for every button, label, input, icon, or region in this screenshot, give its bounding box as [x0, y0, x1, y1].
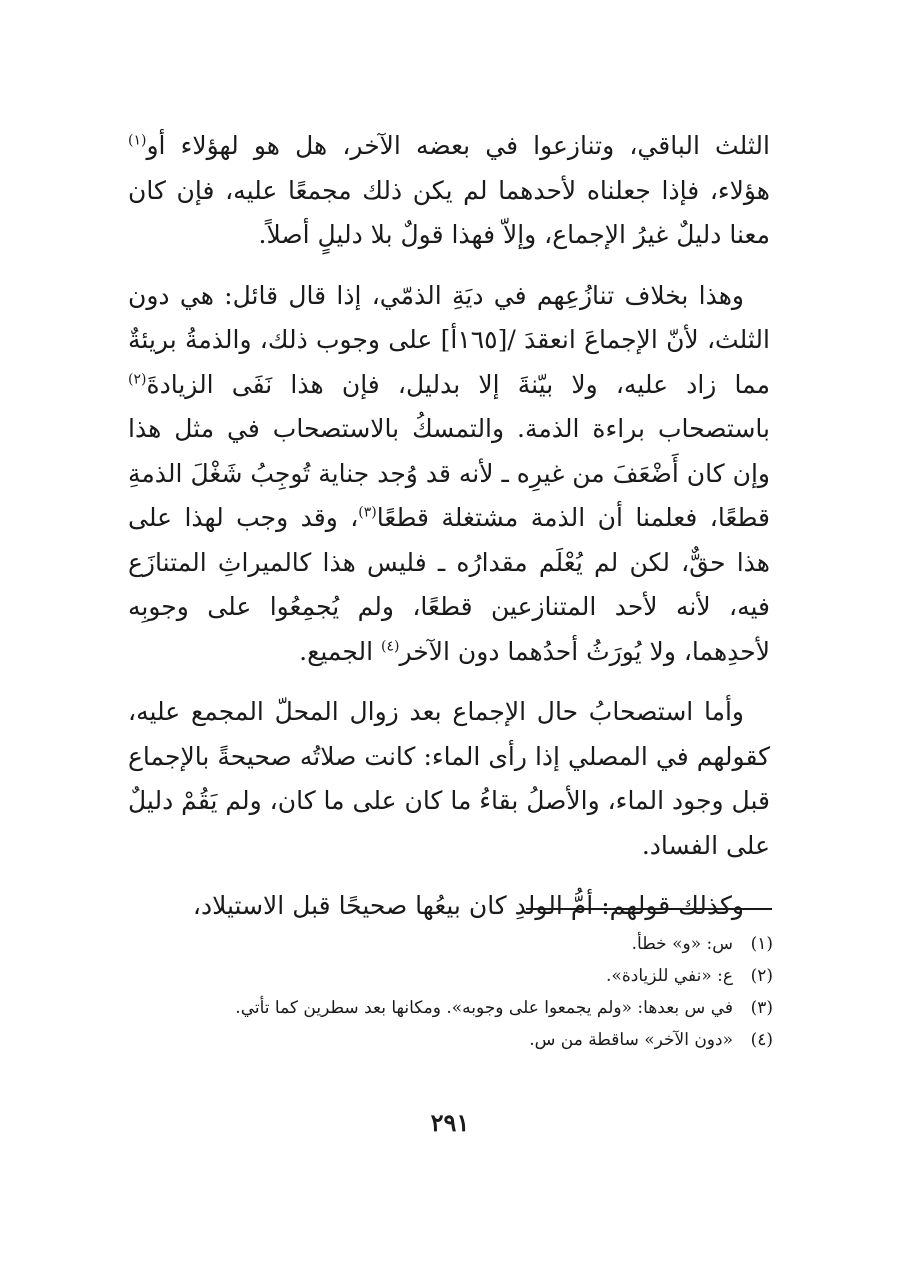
text-run: وأما استصحابُ حال الإجماع بعد زوال المحلّ المجمع عليه، كقولهم في المصلي إذا رأى الماء: كانت صلاتُه صحيحةً بالإجماع قبل وجود الماء، والأصلُ بقاءُ ما كان على ما كان، ولم يَقُمْ دليلٌ على الفساد.: [128, 697, 770, 860]
footnote-text: س: «و» خطأ.: [631, 934, 733, 954]
footnote-text: ع: «نفي للزيادة».: [606, 966, 733, 986]
footnote-number: (١): [750, 934, 773, 954]
text-run: ، وقد وجب لهذا على هذا حقٌّ، لكن لم يُعْلَم مقدارُه ـ فليس هذا كالميراثِ المتنازَع فيه، لأنه لأحد المتنازعين قطعًا، ولم يُجمِعُوا على وجوبِه لأحدِهما، ولا يُورَثُ أحدُهما دون الآخر: [128, 503, 770, 666]
footnote: [128, 928, 773, 960]
footnote: [128, 992, 773, 1024]
footnote-number: (٤): [750, 1030, 773, 1050]
footnote-number: (٣): [750, 998, 773, 1018]
text-run: الثلث الباقي، وتنازعوا في بعضه الآخر، هل هو لهؤلاء أو: [146, 131, 770, 160]
page-number: ٢٩١: [430, 1108, 470, 1137]
footnotes: [128, 928, 773, 1056]
main-text: [128, 124, 770, 929]
text-run: وهذا بخلاف تنازُعِهم في ديَةِ الذمّي، إذا قال قائل: هي دون الثلث، لأنّ الإجماعَ انعقدَ /[١٦٥أ] على وجوب ذلك، والذمةُ بريئةٌ مما زاد عليه، ولا بيّنةَ إلا بدليل، فإن هذا نَفَى الزيادةَ: [128, 280, 770, 399]
text-run: هؤلاء، فإذا جعلناه لأحدهما لم يكن ذلك مجمعًا عليه، فإن كان معنا دليلٌ غيرُ الإجماع، وإلاّ فهذا قولٌ بلا دليلٍ أصلاً.: [128, 175, 770, 249]
text-run: الجميع.: [299, 636, 382, 666]
footnote-marker: (٣): [358, 504, 377, 521]
footnote: [128, 1024, 773, 1056]
paragraph: [128, 690, 770, 868]
footnote-text: في س بعدها: «ولم يجمعوا على وجوبه». ومكانها بعد سطرين كما تأتي.: [235, 998, 733, 1018]
text-run: وكذلك قولهم: أمُّ الولدِ كان بيعُها صحيحًا قبل الاستيلاد،: [192, 891, 744, 920]
footnote-marker: (٢): [128, 371, 147, 388]
paragraph: [128, 124, 770, 258]
footnote-text: «دون الآخر» ساقطة من س.: [529, 1030, 733, 1050]
footnote: [128, 960, 773, 992]
text-run: باستصحاب براءة الذمة. والتمسكُ بالاستصحاب في مثل هذا وإن كان أَضْعَفَ من غيرِه ـ لأنه قد وُجد جناية تُوجِبُ شَغْلَ الذمةِ قطعًا، فعلمنا أن الذمة مشتغلة قطعًا: [128, 414, 770, 532]
footnote-marker: (٤): [381, 638, 400, 655]
footnote-number: (٢): [750, 966, 773, 986]
paragraph: [128, 884, 770, 929]
footnote-separator: [526, 908, 772, 910]
paragraph: [128, 274, 770, 675]
footnote-marker: (١): [128, 132, 147, 149]
